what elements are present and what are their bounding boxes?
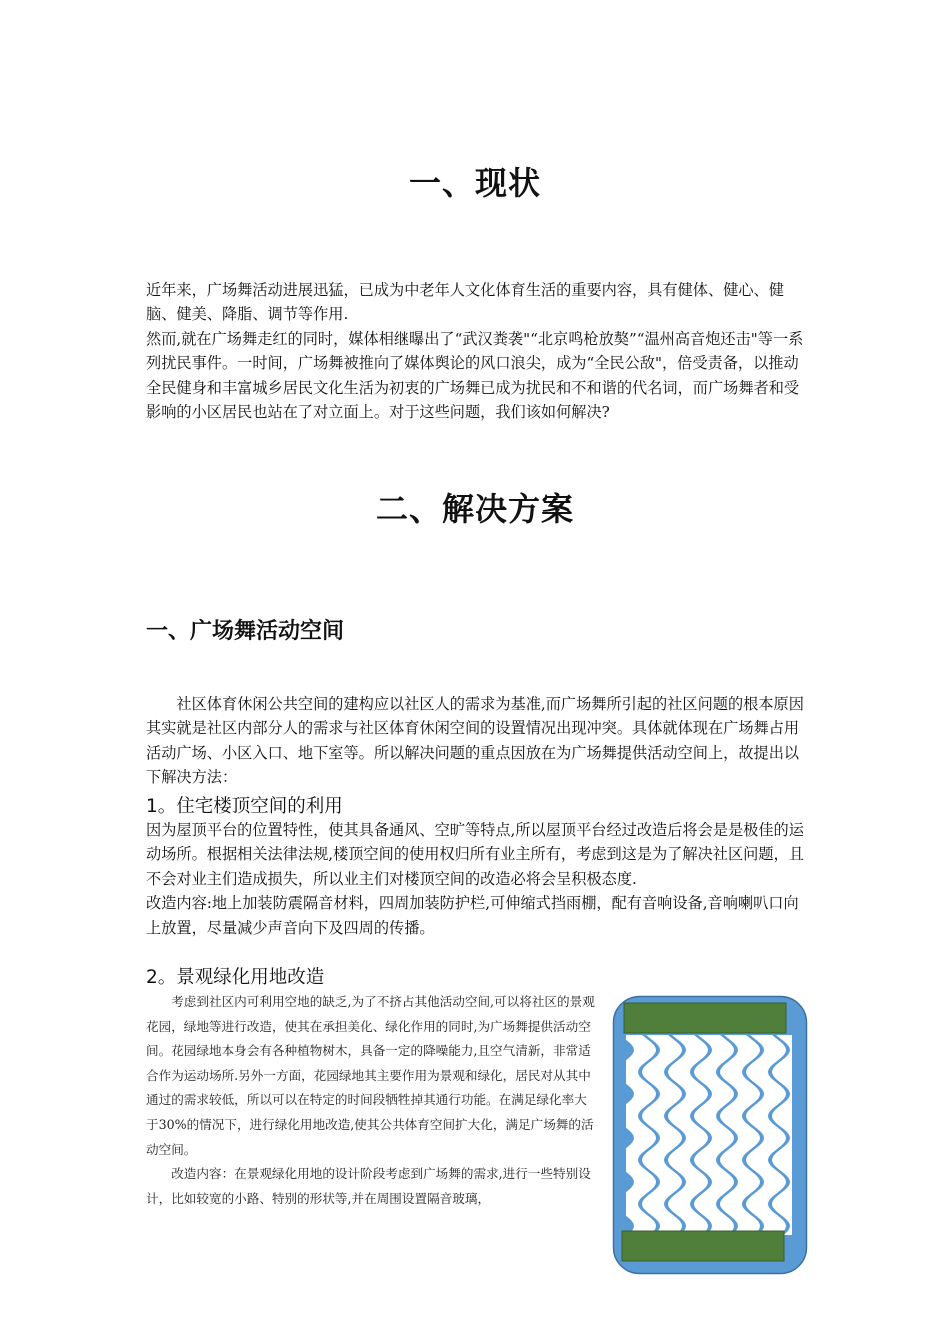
item2-text-block (146, 990, 596, 1211)
item2-modification: 改造内容：在景观绿化用地的设计阶段考虑到广场舞的需求,进行一些特别设计，比如较宽的小路、特别的形状等,并在周围设置隔音玻璃， (146, 1166, 591, 1206)
item1-text-block (146, 818, 810, 940)
bottom-green-bar (622, 1231, 784, 1261)
item1-modification: 改造内容:地上加装防震隔音材料，四周加装防护栏,可伸缩式挡雨棚，配有音响设备,音响喇叭口向上放置，尽量减少声音向下及四周的传播。 (146, 894, 799, 937)
status-text (146, 278, 810, 424)
item1-text: 因为屋顶平台的位置特性，使其具备通风、空旷等特点,所以屋顶平台经过改造后将会是是极佳的运动场所。根据相关法律法规,楼顶空间的使用权归所有业主所有，考虑到这是为了解决社区问题，且不会对业主们造成损失，所以业主们对楼顶空间的改造必将会呈积极态度. (146, 821, 804, 888)
status-paragraph-1: 近年来，广场舞活动进展迅猛，已成为中老年人文化体育生活的重要内容，具有健体、健心、健脑、健美、降脂、调节等作用. (146, 281, 784, 324)
status-paragraph-2: 然而,就在广场舞走红的同时，媒体相继曝出了“武汉粪袭"“北京鸣枪放獒”“温州高音炮还击"等一系列扰民事件。一时间，广场舞被推向了媒体舆论的风口浪尖，成为“全民公敌"，倍受责备，以推动全民健身和丰富城乡居民文化生活为初衷的广场舞已成为扰民和不和谐的代名词，而广场舞者和受影响的小区居民也站在了对立面上。对于这些问题，我们该如何解决? (146, 329, 804, 422)
top-green-bar (624, 1003, 786, 1033)
subsection-title-activity-space: 一、广场舞活动空间 (146, 619, 345, 644)
landscape-plan-diagram-icon (612, 995, 808, 1275)
section-title-solution: 二、解决方案 (375, 490, 574, 528)
solution-intro: 社区体育休闲公共空间的建构应以社区人的需求为基准,而广场舞所引起的社区问题的根本原因其实就是社区内部分人的需求与社区体育休闲空间的设置情况出现冲突。具体就体现在广场舞占用活动广场、小区入口、地下室等。所以解决问题的重点因放在为广场舞提供活动空间上，故提出以下解决方法： (146, 695, 804, 787)
item2-text: 考虑到社区内可利用空地的缺乏,为了不挤占其他活动空间,可以将社区的景观花园，绿地等进行改造，使其在承担美化、绿化作用的同时,为广场舞提供活动空间。花园绿地本身会有各种植物树木，具备一定的降噪能力,且空气清新，非常适合作为运动场所.另外一方面，花园绿地其主要作用为景观和绿化，居民对从其中通过的需求较低，所以可以在特定的时间段牺牲掉其通行功能。在满足绿化率大于30%的情况下，进行绿化用地改造,使其公共体育空间扩大化，满足广场舞的活动空间。 (146, 994, 595, 1157)
solution-text (146, 692, 810, 790)
item1-title: 1。住宅楼顶空间的利用 (146, 796, 343, 817)
section-title-status: 一、现状 (408, 164, 541, 202)
item2-title: 2。景观绿化用地改造 (146, 967, 325, 988)
